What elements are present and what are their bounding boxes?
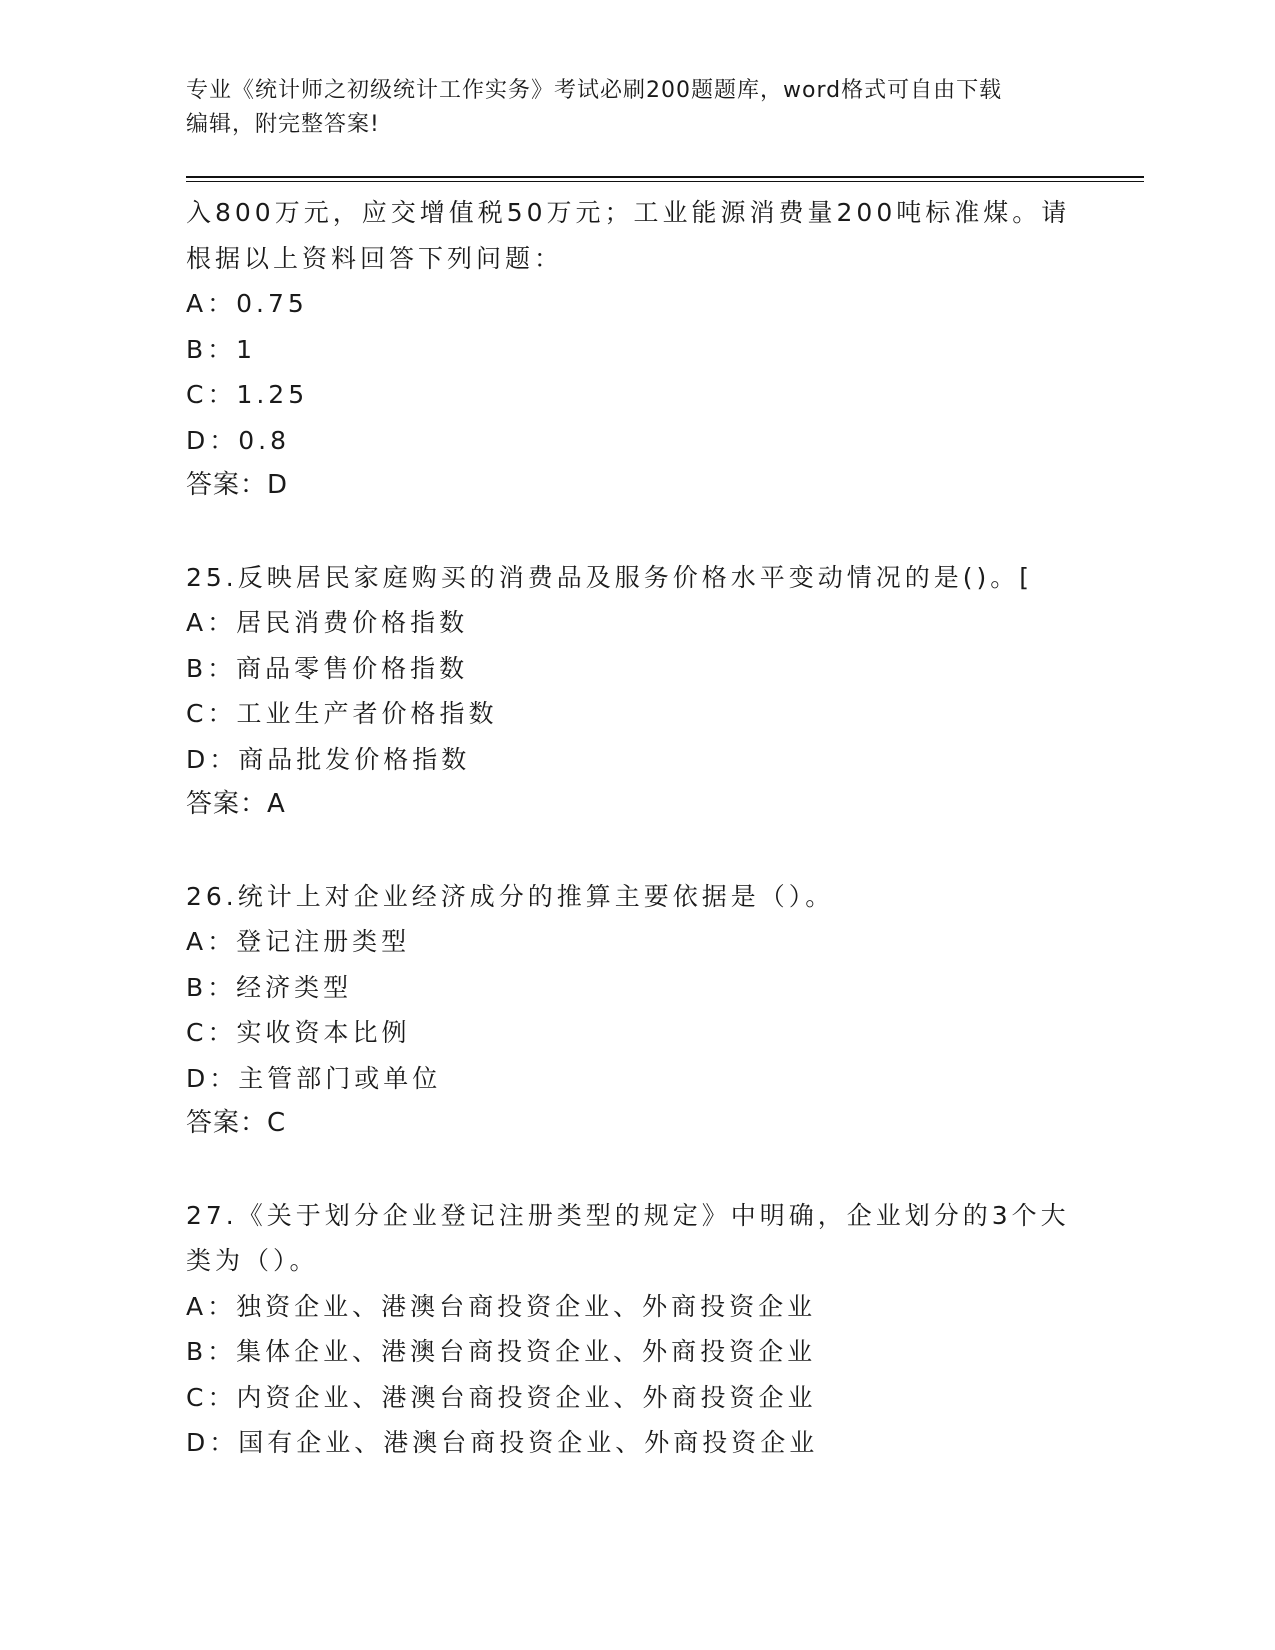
option-a: A：居民消费价格指数 xyxy=(186,608,469,637)
header-line-1: 专业《统计师之初级统计工作实务》考试必刷200题题库，word格式可自由下载 xyxy=(186,78,1003,103)
question-text: 根据以上资料回答下列问题： xyxy=(186,243,564,273)
question-stem: 26.统计上对企业经济成分的推算主要依据是（）。 xyxy=(186,881,835,911)
option-c: C：工业生产者价格指数 xyxy=(186,699,498,728)
question-stem: 类为（）。 xyxy=(186,1246,319,1275)
option-b: B：商品零售价格指数 xyxy=(186,653,469,683)
question-stem: 25.反映居民家庭购买的消费品及服务价格水平变动情况的是()。[ xyxy=(186,562,1034,592)
option-d: D：商品批发价格指数 xyxy=(186,744,471,774)
option-c: C：内资企业、港澳台商投资企业、外商投资企业 xyxy=(186,1382,817,1412)
question-27 xyxy=(186,1193,1086,1466)
option-b: B：集体企业、港澳台商投资企业、外商投资企业 xyxy=(186,1337,817,1366)
answer: 答案：D xyxy=(186,470,289,500)
option-d: D：国有企业、港澳台商投资企业、外商投资企业 xyxy=(186,1428,819,1457)
option-d: D：主管部门或单位 xyxy=(186,1063,442,1093)
option-a: A：独资企业、港澳台商投资企业、外商投资企业 xyxy=(186,1291,817,1321)
option-c: C：1.25 xyxy=(186,380,309,409)
document-header xyxy=(186,74,1066,142)
option-d: D：0.8 xyxy=(186,425,291,455)
document-body xyxy=(186,190,1086,1466)
header-divider-thin xyxy=(186,181,1144,182)
option-b: B：经济类型 xyxy=(186,972,353,1002)
header-divider-thick xyxy=(186,176,1144,178)
option-b: B：1 xyxy=(186,334,257,364)
option-c: C：实收资本比例 xyxy=(186,1018,411,1047)
option-a: A：0.75 xyxy=(186,289,308,318)
option-a: A：登记注册类型 xyxy=(186,927,411,956)
question-stem: 27.《关于划分企业登记注册类型的规定》中明确，企业划分的3个大 xyxy=(186,1200,1070,1230)
answer: 答案：C xyxy=(186,1108,287,1138)
question-24-continuation xyxy=(186,190,1086,509)
question-text: 入800万元，应交增值税50万元；工业能源消费量200吨标准煤。请 xyxy=(186,198,1071,227)
question-26 xyxy=(186,874,1086,1147)
header-line-2: 编辑，附完整答案! xyxy=(186,112,380,137)
answer: 答案：A xyxy=(186,789,286,819)
question-25 xyxy=(186,555,1086,828)
